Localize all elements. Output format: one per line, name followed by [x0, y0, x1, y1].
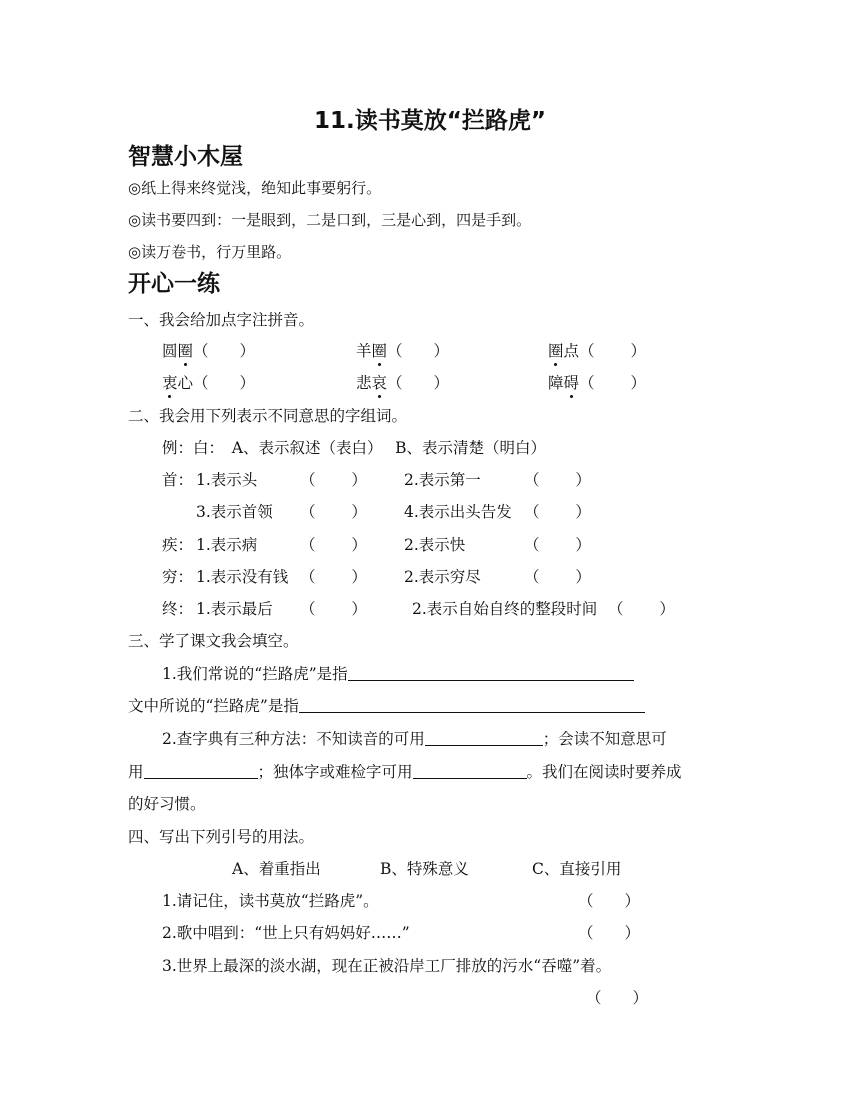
section-heading-wisdom-text: 智慧小木屋 [128, 144, 243, 170]
example-line: 例：白： A、表示叙述（表白） B、表示清楚（明白） [162, 439, 547, 457]
pinyin-item [548, 339, 646, 361]
answer-blank[interactable] [299, 696, 645, 713]
fill-text: 文中所说的“拦路虎”是指 [128, 697, 299, 715]
fill-text: 2.查字典有三种方法：不知读音的可用 [162, 730, 425, 748]
answer-paren[interactable]: （ ） [300, 536, 367, 554]
quote-line: ◎纸上得来终觉浅，绝知此事要躬行。 [128, 179, 382, 197]
answer-paren[interactable]: （ ） [193, 374, 256, 392]
answer-paren[interactable]: （ ） [524, 536, 591, 554]
fill-line-end: 的好习惯。 [128, 795, 206, 813]
answer-paren[interactable]: （ ） [300, 600, 367, 618]
option-b: B、特殊意义 [380, 860, 469, 878]
pinyin-item [548, 371, 646, 393]
fill-text: ；会读不知意思可 [542, 730, 667, 748]
answer-blank[interactable] [144, 762, 258, 779]
item-post: 心 [177, 374, 194, 392]
dotted-char: 衷 [162, 374, 178, 392]
meaning-b: 2.表示快 [404, 536, 466, 554]
fill-text: 。我们在阅读时要养成 [526, 763, 682, 781]
meaning-b: 2.表示穷尽 [404, 568, 481, 586]
item-pre: 悲 [356, 374, 372, 392]
answer-paren[interactable]: （ ） [579, 374, 646, 392]
dotted-char: 圈 [548, 342, 564, 360]
answer-paren[interactable]: （ ） [300, 568, 367, 586]
quote-usage-item: 1.请记住，读书莫放“拦路虎”。 [162, 892, 379, 910]
item-pre: 障 [548, 374, 564, 392]
question-prompt: 一、我会给加点字注拼音。 [128, 311, 315, 329]
quote-usage-item: 2.歌中唱到：“世上只有妈妈好……” [162, 924, 410, 942]
fill-text: 用 [128, 763, 144, 781]
section-heading-practice: 开心一练 [128, 271, 220, 297]
dotted-char: 碍 [563, 374, 580, 392]
pinyin-item [162, 339, 255, 361]
pinyin-item [162, 371, 255, 393]
answer-paren[interactable]: （ ） [300, 471, 367, 489]
word-row-char: 穷： [162, 568, 194, 586]
answer-paren[interactable]: （ ） [586, 989, 649, 1007]
answer-paren[interactable]: （ ） [300, 503, 367, 521]
question-prompt: 三、学了课文我会填空。 [128, 632, 299, 650]
dotted-char: 圈 [177, 342, 194, 360]
word-row-char: 终： [162, 600, 194, 618]
meaning-a: 1.表示没有钱 [196, 568, 289, 586]
answer-paren[interactable]: （ ） [524, 471, 591, 489]
item-pre: 圆 [162, 342, 178, 360]
answer-paren[interactable]: （ ） [579, 342, 646, 360]
fill-line [128, 760, 682, 782]
item-post: 点 [563, 342, 580, 360]
quote-line: ◎读书要四到：一是眼到，二是口到，三是心到，四是手到。 [128, 211, 532, 229]
fill-line [162, 727, 667, 749]
answer-paren[interactable]: （ ） [524, 568, 591, 586]
option-c: C、直接引用 [532, 860, 622, 878]
answer-paren[interactable]: （ ） [578, 924, 641, 942]
word-row-char: 首： [162, 471, 194, 489]
fill-text: ；独体字或难检字可用 [257, 763, 413, 781]
meaning-a: 3.表示首领 [196, 503, 273, 521]
meaning-b: 2.表示第一 [404, 471, 481, 489]
answer-paren[interactable]: （ ） [387, 374, 450, 392]
dotted-char: 圈 [371, 342, 388, 360]
answer-paren[interactable]: （ ） [387, 342, 450, 360]
meaning-b: 4.表示出头告发 [404, 503, 512, 521]
page-title: 11.读书莫放“拦路虎” [314, 108, 546, 134]
question-prompt: 二、我会用下列表示不同意思的字组词。 [128, 407, 408, 425]
answer-blank[interactable] [425, 729, 543, 746]
quote-usage-item: 3.世界上最深的淡水湖，现在正被沿岸工厂排放的污水“吞噬”着。 [162, 957, 612, 975]
pinyin-item [356, 371, 449, 393]
meaning-b: 2.表示自始自终的整段时间 [412, 600, 598, 618]
question-prompt: 四、写出下列引号的用法。 [128, 828, 315, 846]
answer-blank[interactable] [413, 762, 527, 779]
dotted-char: 哀 [371, 374, 388, 392]
meaning-a: 1.表示病 [196, 536, 258, 554]
fill-text: 1.我们常说的“拦路虎”是指 [162, 665, 348, 683]
pinyin-item [356, 339, 449, 361]
meaning-a: 1.表示头 [196, 471, 258, 489]
quote-line: ◎读万卷书，行万里路。 [128, 243, 292, 261]
answer-paren[interactable]: （ ） [524, 503, 591, 521]
word-row-char: 疾： [162, 536, 194, 554]
answer-paren[interactable]: （ ） [578, 892, 641, 910]
answer-blank[interactable] [348, 664, 634, 681]
meaning-a: 1.表示最后 [196, 600, 273, 618]
fill-line [162, 662, 634, 684]
fill-line [128, 694, 645, 716]
item-pre: 羊 [356, 342, 372, 360]
answer-paren[interactable]: （ ） [608, 600, 675, 618]
answer-paren[interactable]: （ ） [193, 342, 256, 360]
option-a: A、着重指出 [232, 860, 321, 878]
